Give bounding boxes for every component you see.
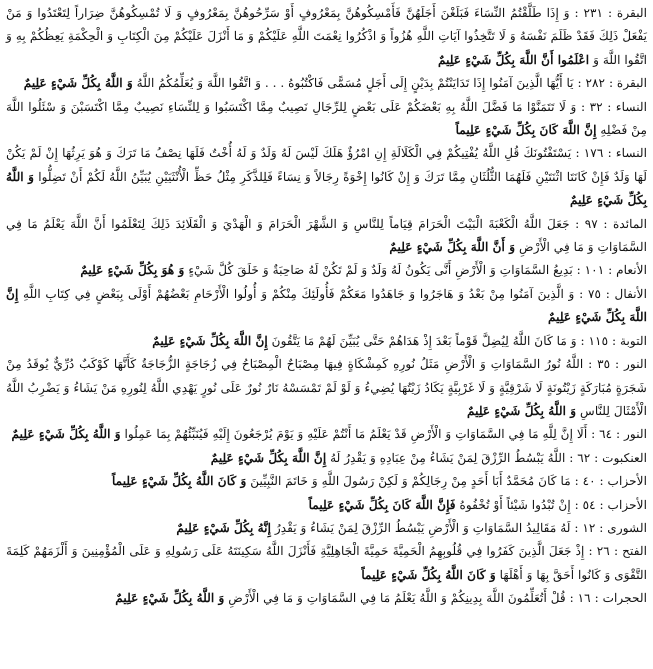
verse-highlight: وَ أَنَّ اللَّهَ بِكُلِّ شَيْءٍ عَلِيمٌ (389, 240, 516, 255)
verse-text: وَ إِذَا طَلَّقْتُمُ النِّسَاءَ فَبَلَغْنَ أَجَلَهُنَّ فَأَمْسِكُوهُنَّ بِمَعْرُوفٍ أَوْ سَرِّحُوهُنَّ بِمَعْرُوفٍ وَ لَا تُمْسِكُوهُنَّ ضِرَاراً لِتَعْتَدُوا وَ مَنْ يَفْعَلْ ذَلِكَ فَقَدْ ظَلَمَ نَفْسَهُ وَ لَا تَتَّخِذُوا آيَاتِ اللَّهِ هُزُواً وَ اذْكُرُوا نِعْمَتَ اللَّهِ عَلَيْكُمْ وَ مَا أَنْزَلَ عَلَيْكُمْ مِنَ الْكِتَابِ وَ الْحِكْمَةِ يَعِظُكُمْ بِهِ وَ اتَّقُوا اللَّهَ وَ (6, 6, 647, 67)
verse-text: يَسْتَفْتُونَكَ قُلِ اللَّهُ يُفْتِيكُمْ فِي الْكَلَالَةِ إِنِ امْرُؤٌ هَلَكَ لَيْسَ لَهُ وَلَدٌ وَ لَهُ أُخْتٌ فَلَهَا نِصْفُ مَا تَرَكَ وَ هُوَ يَرِثُهَا إِنْ لَمْ يَكُنْ لَهَا وَلَدٌ فَإِنْ كَانَتَا اثْنَتَيْنِ فَلَهُمَا الثُّلُثَانِ مِمَّا تَرَكَ وَ إِنْ كَانُوا إِخْوَةً رِجَالاً وَ نِسَاءً فَلِلذَّكَرِ مِثْلُ حَظِّ الْأُنْثَيَيْنِ يُبَيِّنُ اللَّهُ لَكُمْ أَنْ تَضِلُّوا (6, 146, 648, 184)
verse-highlight: اعْلَمُوا أَنَّ اللَّهَ بِكُلِّ شَيْءٍ عَلِيمٌ (437, 52, 590, 67)
verse-highlight: وَ اللَّهُ بِكُلِّ شَيْءٍ عَلِيمٌ (467, 403, 577, 418)
verse-entry: الحجرات : ١٦ : قُلْ أَتُعَلِّمُونَ اللَّهَ بِدِينِكُمْ وَ اللَّهُ يَعْلَمُ مَا فِي السَّمَاوَاتِ وَ مَا فِي الْأَرْضِ وَ اللَّهُ بِكُلِّ شَيْءٍ عَلِيمٌ (115, 591, 647, 606)
verse-entry: البقرة : ٢٨٢ : يَا أَيُّهَا الَّذِينَ آمَنُوا إِذَا تَدَايَنْتُمْ بِدَيْنٍ إِلَى أَجَلٍ مُسَمًّى فَاكْتُبُوهُ . . . وَ اتَّقُوا اللَّهَ وَ يُعَلِّمُكُمُ اللَّهُ وَ اللَّهُ بِكُلِّ شَيْءٍ عَلِيمٌ (23, 76, 647, 91)
verse-reference: الأحزاب : ٥٤ (582, 497, 647, 512)
verse-highlight: وَ اللَّهُ بِكُلِّ شَيْءٍ عَلِيمٌ (115, 591, 225, 606)
verse-reference: البقرة : ٢٣١ (583, 6, 647, 20)
verse-text: بَدِيعُ السَّمَاوَاتِ وَ الْأَرْضِ أَنَّى يَكُونُ لَهُ وَلَدٌ وَ لَمْ تَكُنْ لَهُ صَاحِبَةٌ وَ خَلَقَ كُلَّ شَيْءٍ (188, 263, 573, 278)
verse-entry: الأحزاب : ٥٤ : إِنْ تُبْدُوا شَيْئاً أَوْ تُخْفُوهُ فَإِنَّ اللَّهَ كَانَ بِكُلِّ شَيْءٍ عَلِيماً (308, 497, 647, 512)
verse-text: لَهُ مَقَالِيدُ السَّمَاوَاتِ وَ الْأَرْضِ يَبْسُطُ الرِّزْقَ لِمَنْ يَشَاءُ وَ يَقْدِرُ (274, 520, 571, 535)
verse-reference: الحجرات : ١٦ (577, 591, 647, 606)
verse-entry: النساء : ٣٢ : وَ لَا تَتَمَنَّوْا مَا فَضَّلَ اللَّهُ بِهِ بَعْضَكُمْ عَلَى بَعْضٍ لِلرِّجَالِ نَصِيبٌ مِمَّا اكْتَسَبُوا وَ لِلنِّسَاءِ نَصِيبٌ مِمَّا اكْتَسَبْنَ وَ سْئَلُوا اللَّهَ مِنْ فَضْلِهِ إِنَّ اللَّهَ كَانَ بِكُلِّ شَيْءٍ عَلِيماً (6, 99, 648, 138)
verse-reference: الأحزاب : ٤٠ (582, 474, 647, 489)
verse-text: اللَّهُ نُورُ السَّمَاوَاتِ وَ الْأَرْضِ مَثَلُ نُورِهِ كَمِشْكَاةٍ فِيهَا مِصْبَاحٌ الْمِصْبَاحُ فِي زُجَاجَةٍ الزُّجَاجَةُ كَأَنَّهَا كَوْكَبٌ دُرِّيٌّ يُوقَدُ مِنْ شَجَرَةٍ مُبَارَكَةٍ زَيْتُونَةٍ لَا شَرْقِيَّةٍ وَ لَا غَرْبِيَّةٍ يَكَادُ زَيْتُهَا يُضِيءُ وَ لَوْ لَمْ تَمْسَسْهُ نَارٌ نُورٌ عَلَى نُورٍ يَهْدِي اللَّهُ لِنُورِهِ مَنْ يَشَاءُ وَ يَضْرِبُ اللَّهُ الْأَمْثَالَ لِلنَّاسِ (6, 357, 647, 418)
verse-entry: البقرة : ٢٣١ : وَ إِذَا طَلَّقْتُمُ النِّسَاءَ فَبَلَغْنَ أَجَلَهُنَّ فَأَمْسِكُوهُنَّ بِمَعْرُوفٍ أَوْ سَرِّحُوهُنَّ بِمَعْرُوفٍ وَ لَا تُمْسِكُوهُنَّ ضِرَاراً لِتَعْتَدُوا وَ مَنْ يَفْعَلْ ذَلِكَ فَقَدْ ظَلَمَ نَفْسَهُ وَ لَا تَتَّخِذُوا آيَاتِ اللَّهِ هُزُواً وَ اذْكُرُوا نِعْمَتَ اللَّهِ عَلَيْكُمْ وَ مَا أَنْزَلَ عَلَيْكُمْ مِنَ الْكِتَابِ وَ الْحِكْمَةِ يَعِظُكُمْ بِهِ وَ اتَّقُوا اللَّهَ وَ اعْلَمُوا أَنَّ اللَّهَ بِكُلِّ شَيْءٍ عَلِيمٌ (6, 6, 647, 67)
verse-text: يَا أَيُّهَا الَّذِينَ آمَنُوا إِذَا تَدَايَنْتُمْ بِدَيْنٍ إِلَى أَجَلٍ مُسَمًّى فَاكْتُبُوهُ . . . وَ اتَّقُوا اللَّهَ وَ يُعَلِّمُكُمُ اللَّهُ (136, 76, 574, 91)
verse-reference: الفتح : ٢٦ (596, 544, 647, 559)
verse-entry: الأنعام : ١٠١ : بَدِيعُ السَّمَاوَاتِ وَ الْأَرْضِ أَنَّى يَكُونُ لَهُ وَلَدٌ وَ لَمْ تَكُنْ لَهُ صَاحِبَةٌ وَ خَلَقَ كُلَّ شَيْءٍ وَ هُوَ بِكُلِّ شَيْءٍ عَلِيمٌ (80, 263, 647, 278)
verse-reference: الأنفال : ٧٥ (587, 286, 647, 301)
verse-highlight: وَ كَانَ اللَّهُ بِكُلِّ شَيْءٍ عَلِيماً (361, 567, 496, 582)
verse-highlight: إِنَّ اللَّهَ بِكُلِّ شَيْءٍ عَلِيمٌ (210, 450, 327, 465)
verse-text: إِذْ جَعَلَ الَّذِينَ كَفَرُوا فِي قُلُوبِهِمُ الْحَمِيَّةَ حَمِيَّةَ الْجَاهِلِيَّةِ فَأَنْزَلَ اللَّهُ سَكِينَتَهُ عَلَى رَسُولِهِ وَ عَلَى الْمُؤْمِنِينَ وَ أَلْزَمَهُمْ كَلِمَةَ التَّقْوَى وَ كَانُوا أَحَقَّ بِهَا وَ أَهْلَهَا (6, 544, 647, 582)
verse-entry: المائدة : ٩٧ : جَعَلَ اللَّهُ الْكَعْبَةَ الْبَيْتَ الْحَرَامَ قِيَاماً لِلنَّاسِ وَ الشَّهْرَ الْحَرَامَ وَ الْهَدْيَ وَ الْقَلَائِدَ ذَلِكَ لِتَعْلَمُوا أَنَّ اللَّهَ يَعْلَمُ مَا فِي السَّمَاوَاتِ وَ مَا فِي الْأَرْضِ وَ أَنَّ اللَّهَ بِكُلِّ شَيْءٍ عَلِيمٌ (6, 216, 648, 255)
verse-reference: النساء : ٣٢ (589, 99, 648, 114)
verse-entry: النساء : ١٧٦ : يَسْتَفْتُونَكَ قُلِ اللَّهُ يُفْتِيكُمْ فِي الْكَلَالَةِ إِنِ امْرُؤٌ هَلَكَ لَيْسَ لَهُ وَلَدٌ وَ لَهُ أُخْتٌ فَلَهَا نِصْفُ مَا تَرَكَ وَ هُوَ يَرِثُهَا إِنْ لَمْ يَكُنْ لَهَا وَلَدٌ فَإِنْ كَانَتَا اثْنَتَيْنِ فَلَهُمَا الثُّلُثَانِ مِمَّا تَرَكَ وَ إِنْ كَانُوا إِخْوَةً رِجَالاً وَ نِسَاءً فَلِلذَّكَرِ مِثْلُ حَظِّ الْأُنْثَيَيْنِ يُبَيِّنُ اللَّهُ لَكُمْ أَنْ تَضِلُّوا وَ اللَّهُ بِكُلِّ شَيْءٍ عَلِيمٌ (6, 146, 648, 208)
verse-highlight: وَ اللَّهُ بِكُلِّ شَيْءٍ عَلِيمٌ (11, 427, 121, 442)
verse-reference: النساء : ١٧٦ (583, 146, 647, 161)
verse-reference: البقرة : ٢٨٢ (585, 76, 647, 91)
verse-reference: الشورى : ١٢ (582, 520, 647, 535)
verse-highlight: إِنَّهُ بِكُلِّ شَيْءٍ عَلِيمٌ (176, 520, 271, 535)
verse-highlight: فَإِنَّ اللَّهَ كَانَ بِكُلِّ شَيْءٍ عَلِيماً (308, 497, 456, 512)
verse-highlight: وَ كَانَ اللَّهُ بِكُلِّ شَيْءٍ عَلِيماً (111, 474, 247, 489)
verse-highlight: وَ اللَّهُ بِكُلِّ شَيْءٍ عَلِيمٌ (6, 169, 647, 208)
verse-text: جَعَلَ اللَّهُ الْكَعْبَةَ الْبَيْتَ الْحَرَامَ قِيَاماً لِلنَّاسِ وَ الشَّهْرَ الْحَرَامَ وَ الْهَدْيَ وَ الْقَلَائِدَ ذَلِكَ لِتَعْلَمُوا أَنَّ اللَّهَ يَعْلَمُ مَا فِي السَّمَاوَاتِ وَ مَا فِي الْأَرْضِ (6, 216, 647, 255)
verse-entry: الأنفال : ٧٥ : وَ الَّذِينَ آمَنُوا مِنْ بَعْدُ وَ هَاجَرُوا وَ جَاهَدُوا مَعَكُمْ فَأُولَئِكَ مِنْكُمْ وَ أُولُوا الْأَرْحَامِ بَعْضُهُمْ أَوْلَى بِبَعْضٍ فِي كِتَابِ اللَّهِ إِنَّ اللَّهَ بِكُلِّ شَيْءٍ عَلِيمٌ (6, 286, 647, 325)
verse-text: مَا كَانَ مُحَمَّدٌ أَبَا أَحَدٍ مِنْ رِجَالِكُمْ وَ لَكِنْ رَسُولَ اللَّهِ وَ خَاتَمَ النَّبِيِّينَ (250, 474, 571, 489)
verse-entry: النور : ٣٥ : اللَّهُ نُورُ السَّمَاوَاتِ وَ الْأَرْضِ مَثَلُ نُورِهِ كَمِشْكَاةٍ فِيهَا مِصْبَاحٌ الْمِصْبَاحُ فِي زُجَاجَةٍ الزُّجَاجَةُ كَأَنَّهَا كَوْكَبٌ دُرِّيٌّ يُوقَدُ مِنْ شَجَرَةٍ مُبَارَكَةٍ زَيْتُونَةٍ لَا شَرْقِيَّةٍ وَ لَا غَرْبِيَّةٍ يَكَادُ زَيْتُهَا يُضِيءُ وَ لَوْ لَمْ تَمْسَسْهُ نَارٌ نُورٌ عَلَى نُورٍ يَهْدِي اللَّهُ لِنُورِهِ مَنْ يَشَاءُ وَ يَضْرِبُ اللَّهُ الْأَمْثَالَ لِلنَّاسِ وَ اللَّهُ بِكُلِّ شَيْءٍ عَلِيمٌ (6, 357, 647, 418)
verse-highlight: وَ هُوَ بِكُلِّ شَيْءٍ عَلِيمٌ (80, 263, 185, 278)
verse-text: وَ لَا تَتَمَنَّوْا مَا فَضَّلَ اللَّهُ بِهِ بَعْضَكُمْ عَلَى بَعْضٍ لِلرِّجَالِ نَصِيبٌ مِمَّا اكْتَسَبُوا وَ لِلنِّسَاءِ نَصِيبٌ مِمَّا اكْتَسَبْنَ وَ سْئَلُوا اللَّهَ مِنْ فَضْلِهِ (6, 99, 647, 138)
verse-reference: النور : ٣٥ (597, 357, 647, 372)
verse-text: قُلْ أَتُعَلِّمُونَ اللَّهَ بِدِينِكُمْ وَ اللَّهُ يَعْلَمُ مَا فِي السَّمَاوَاتِ وَ مَا فِي الْأَرْضِ (228, 591, 566, 606)
verse-text: وَ الَّذِينَ آمَنُوا مِنْ بَعْدُ وَ هَاجَرُوا وَ جَاهَدُوا مَعَكُمْ فَأُولَئِكَ مِنْكُمْ وَ أُولُوا الْأَرْحَامِ بَعْضُهُمْ أَوْلَى بِبَعْضٍ فِي كِتَابِ اللَّهِ (23, 286, 575, 301)
verse-entry: النور : ٦٤ : أَلَا إِنَّ لِلَّهِ مَا فِي السَّمَاوَاتِ وَ الْأَرْضِ قَدْ يَعْلَمُ مَا أَنْتُمْ عَلَيْهِ وَ يَوْمَ يُرْجَعُونَ إِلَيْهِ فَيُنَبِّئُهُمْ بِمَا عَمِلُوا وَ اللَّهُ بِكُلِّ شَيْءٍ عَلِيمٌ (11, 427, 647, 442)
verse-text: أَلَا إِنَّ لِلَّهِ مَا فِي السَّمَاوَاتِ وَ الْأَرْضِ قَدْ يَعْلَمُ مَا أَنْتُمْ عَلَيْهِ وَ يَوْمَ يُرْجَعُونَ إِلَيْهِ فَيُنَبِّئُهُمْ بِمَا عَمِلُوا (124, 427, 588, 442)
verse-reference: الأنعام : ١٠١ (584, 263, 647, 278)
verse-highlight: إِنَّ اللَّهَ كَانَ بِكُلِّ شَيْءٍ عَلِيماً (455, 123, 597, 138)
verse-reference: العنكبوت : ٦٢ (577, 450, 647, 465)
verse-highlight: إِنَّ اللَّهَ بِكُلِّ شَيْءٍ عَلِيمٌ (6, 286, 647, 325)
verse-reference: التوبة : ١١٥ (588, 333, 647, 348)
verse-text: إِنْ تُبْدُوا شَيْئاً أَوْ تُخْفُوهُ (459, 497, 571, 512)
verse-text: وَ مَا كَانَ اللَّهُ لِيُضِلَّ قَوْماً بَعْدَ إِذْ هَدَاهُمْ حَتَّى يُبَيِّنَ لَهُمْ مَا يَتَّقُونَ (271, 333, 577, 348)
verse-reference: المائدة : ٩٧ (584, 216, 648, 231)
verse-highlight: إِنَّ اللَّهَ بِكُلِّ شَيْءٍ عَلِيمٌ (152, 333, 268, 348)
verse-text: اللَّهُ يَبْسُطُ الرِّزْقَ لِمَنْ يَشَاءُ مِنْ عِبَادِهِ وَ يَقْدِرُ لَهُ (330, 450, 566, 465)
verse-entry: التوبة : ١١٥ : وَ مَا كَانَ اللَّهُ لِيُضِلَّ قَوْماً بَعْدَ إِذْ هَدَاهُمْ حَتَّى يُبَيِّنَ لَهُمْ مَا يَتَّقُونَ إِنَّ اللَّهَ بِكُلِّ شَيْءٍ عَلِيمٌ (152, 333, 647, 348)
verse-entry: الشورى : ١٢ : لَهُ مَقَالِيدُ السَّمَاوَاتِ وَ الْأَرْضِ يَبْسُطُ الرِّزْقَ لِمَنْ يَشَاءُ وَ يَقْدِرُ إِنَّهُ بِكُلِّ شَيْءٍ عَلِيمٌ (176, 520, 647, 535)
verse-entry: الفتح : ٢٦ : إِذْ جَعَلَ الَّذِينَ كَفَرُوا فِي قُلُوبِهِمُ الْحَمِيَّةَ حَمِيَّةَ الْجَاهِلِيَّةِ فَأَنْزَلَ اللَّهُ سَكِينَتَهُ عَلَى رَسُولِهِ وَ عَلَى الْمُؤْمِنِينَ وَ أَلْزَمَهُمْ كَلِمَةَ التَّقْوَى وَ كَانُوا أَحَقَّ بِهَا وَ أَهْلَهَا وَ كَانَ اللَّهُ بِكُلِّ شَيْءٍ عَلِيماً (6, 544, 647, 582)
verse-entry: الأحزاب : ٤٠ : مَا كَانَ مُحَمَّدٌ أَبَا أَحَدٍ مِنْ رِجَالِكُمْ وَ لَكِنْ رَسُولَ اللَّهِ وَ خَاتَمَ النَّبِيِّينَ وَ كَانَ اللَّهُ بِكُلِّ شَيْءٍ عَلِيماً (111, 474, 647, 489)
verse-reference: النور : ٦٤ (599, 427, 647, 442)
verse-entry: العنكبوت : ٦٢ : اللَّهُ يَبْسُطُ الرِّزْقَ لِمَنْ يَشَاءُ مِنْ عِبَادِهِ وَ يَقْدِرُ لَهُ إِنَّ اللَّهَ بِكُلِّ شَيْءٍ عَلِيمٌ (210, 450, 647, 465)
verse-highlight: وَ اللَّهُ بِكُلِّ شَيْءٍ عَلِيمٌ (23, 76, 133, 91)
